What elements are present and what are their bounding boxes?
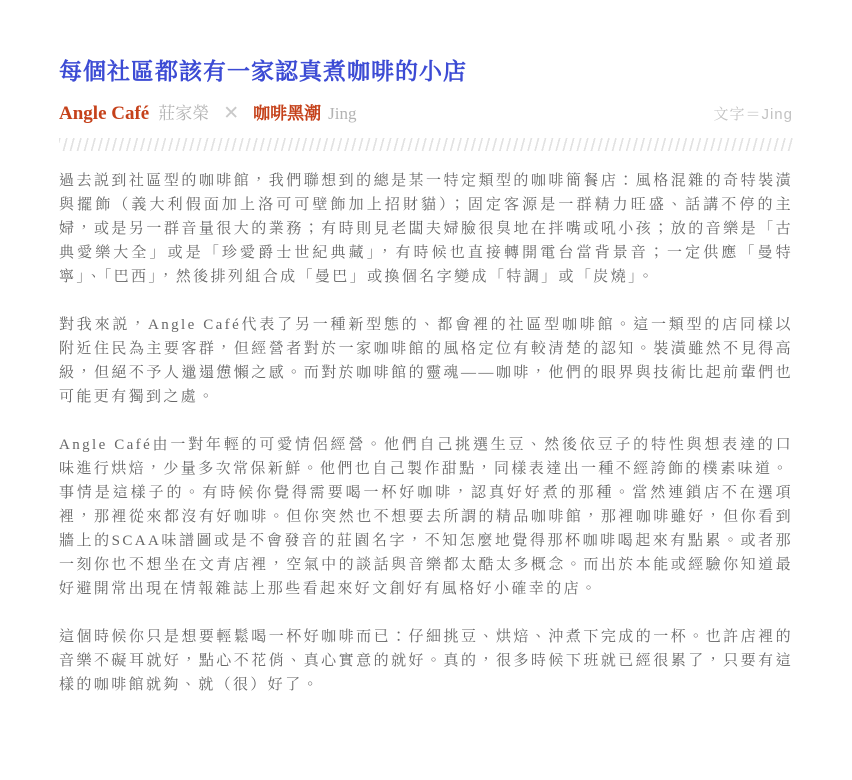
article-header	[59, 56, 793, 125]
text-credit: 文字＝Jing	[713, 106, 793, 123]
article-content	[59, 56, 793, 697]
byline-row	[59, 99, 793, 125]
paragraph-3: Angle Café由一對年輕的可愛情侶經營。他們自己挑選生豆、然後依豆子的特性與想表達的口味進行烘焙，少量多次常保新鮮。他們也自己製作甜點，同樣表達出一種不經誇飾的樸素味道。	[59, 437, 793, 477]
article-body	[59, 169, 793, 697]
paragraph-2: 對我來説，Angle Café代表了另一種新型態的、都會裡的社區型咖啡館。這一類型的店同樣以附近住民為主要客群，但經營者對於一家咖啡館的風格定位有較清楚的認知。裝潢雖然不見得高級，但絕不予人邋遢憊懶之感。而對於咖啡館的靈魂——咖啡，他們的眼界與技術比起前輩們也可能更有獨到之處。	[59, 317, 793, 405]
owner-name: 莊家榮	[158, 104, 210, 123]
paragraph-4: 事情是這樣子的。有時候你覺得需要喝一杯好咖啡，認真好好煮的那種。當然連鎖店不在選項裡，那裡從來都沒有好咖啡。但你突然也不想要去所謂的精品咖啡館，那裡咖啡雖好，但你看到牆上的SCAA味譜圖或是不會發音的莊園名字，不知怎麼地覺得那杯咖啡喝起來有點累。或者那一刻你也不想坐在文青店裡，空氣中的談話與音樂都太酷太多概念。而出於本能或經驗你知道最好避開常出現在情報雜誌上那些看起來好文創好有風格好小確幸的店。	[59, 485, 793, 597]
page-title: 每個社區都該有一家認真煮咖啡的小店	[59, 58, 467, 84]
hatched-divider	[59, 138, 793, 151]
paragraph-1: 過去説到社區型的咖啡館，我們聯想到的總是某一特定類型的咖啡簡餐店：風格混雜的奇特裝潢與擺飾（義大利假面加上洛可可壁飾加上招財貓）；固定客源是一群精力旺盛、話講不停的主婦，或是另一群音量很大的業務；有時則見老闆夫婦臉很臭地在拌嘴或吼小孩；放的音樂是「古典愛樂大全」或是「珍愛爵士世紀典藏」，有時候也直接轉開電台當背景音；一定供應「曼特寧」、「巴西」，然後排列組合成「曼巴」或換個名字變成「特調」或「炭燒」。	[59, 173, 793, 285]
byline	[59, 99, 357, 125]
cross-icon: ✕	[223, 103, 240, 124]
shop-name: Angle Café	[59, 103, 150, 124]
paragraph-5: 這個時候你只是想要輕鬆喝一杯好咖啡而已：仔細挑豆、烘焙、沖煮下完成的一杯。也許店裡的音樂不礙耳就好，點心不花俏、真心實意的就好。真的，很多時候下班就已經很累了，只要有這樣的咖啡館就夠、就（很）好了。	[59, 629, 793, 693]
collab-brand-name: 咖啡黑潮	[253, 104, 322, 123]
writer-name: Jing	[328, 104, 357, 123]
